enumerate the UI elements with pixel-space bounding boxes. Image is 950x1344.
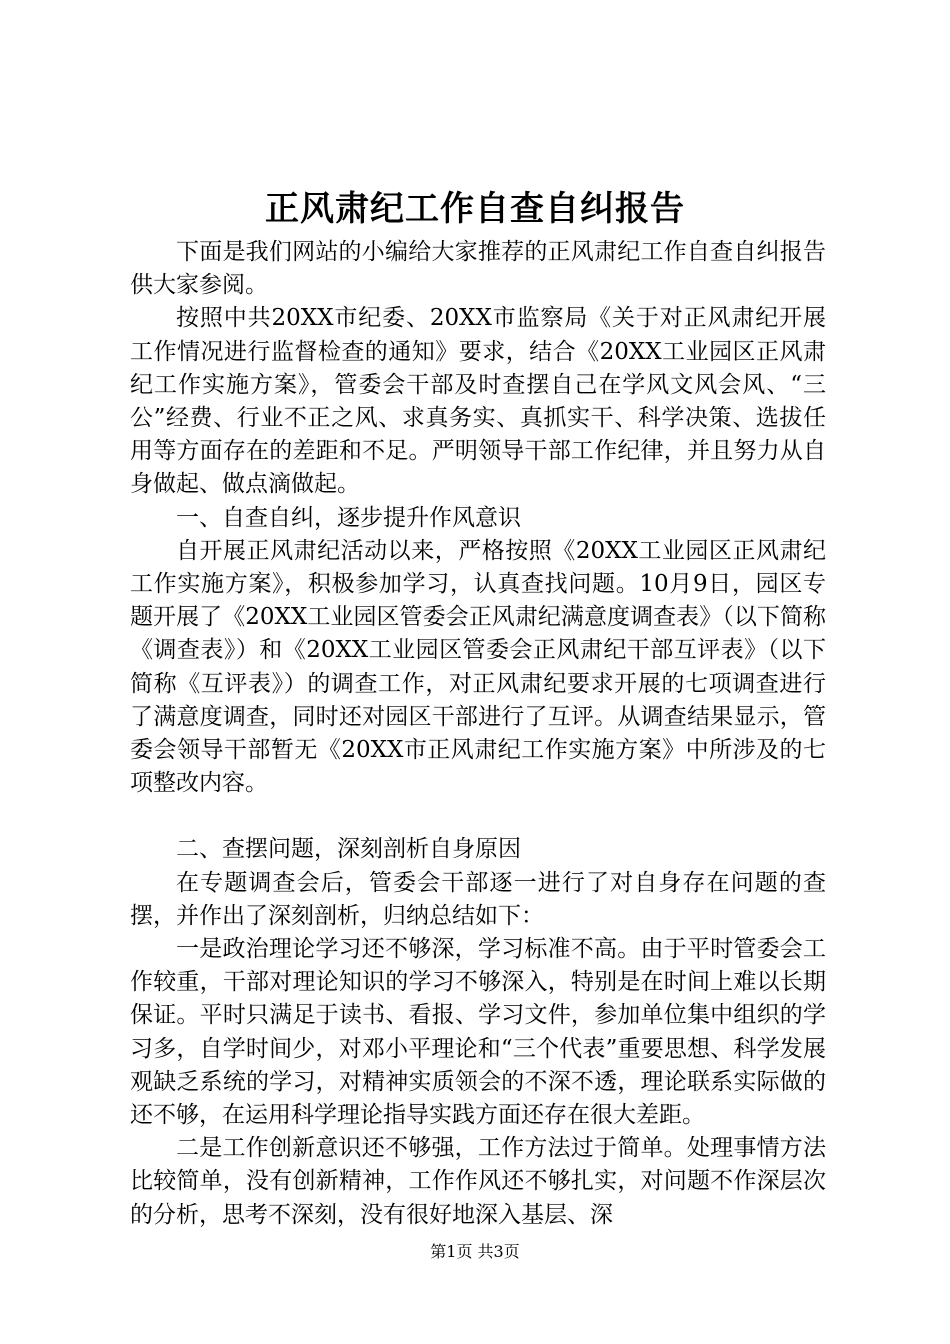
section-1-paragraph: 自开展正风肃纪活动以来，严格按照《20XX工业园区正风肃纪工作实施方案》，积极参加学习，认真查找问题。10月9日，园区专题开展了《20XX工业园区管委会正风肃纪满意度调查表》（以下简称《调查表》）和《20XX工业园区管委会正风肃纪干部互评表》（以下简称《互评表》）的调查工作，对正风肃纪要求开展的七项调查进行了满意度调查，同时还对园区干部进行了互评。从调查结果显示，管委会领导干部暂无《20XX市正风肃纪工作实施方案》中所涉及的七项整改内容。 <box>130 537 826 797</box>
page-title: 正风肃纪工作自查自纠报告 <box>265 189 685 229</box>
background-paragraph: 按照中共20XX市纪委、20XX市监察局《关于对正风肃纪开展工作情况进行监督检查的通知》要求，结合《20XX工业园区正风肃纪工作实施方案》，管委会干部及时查摆自己在学风文风会风、“三公”经费、行业不正之风、求真务实、真抓实干、科学决策、选拔任用等方面存在的差距和不足。严明领导干部工作纪律，并且努力从自身做起、做点滴做起。 <box>130 305 826 498</box>
intro-paragraph: 下面是我们网站的小编给大家推荐的正风肃纪工作自查自纠报告供大家参阅。 <box>130 239 826 299</box>
blank-line <box>130 800 826 833</box>
issue-2-paragraph: 二是工作创新意识还不够强，工作方法过于简单。处理事情方法比较简单，没有创新精神，工作作风还不够扎实，对问题不作深层次的分析，思考不深刻，没有很好地深入基层、深 <box>130 1135 826 1228</box>
section-heading-1: 一、自查自纠，逐步提升作风意识 <box>176 504 521 531</box>
section-heading-2: 二、查摆问题，深刻剖析自身原因 <box>176 836 521 863</box>
issue-1-paragraph: 一是政治理论学习还不够深，学习标准不高。由于平时管委会工作较重，干部对理论知识的学习不够深入，特别是在时间上难以长期保证。平时只满足于读书、看报、学习文件，参加单位集中组织的学习多，自学时间少，对邓小平理论和“三个代表”重要思想、科学发展观缺乏系统的学习，对精神实质领会的不深不透，理论联系实际做的还不够，在运用科学理论指导实践方面还存在很大差距。 <box>130 936 826 1129</box>
page-footer: 第1页 共3页 <box>430 1242 520 1261</box>
document-body <box>130 236 826 1232</box>
section-2-intro-paragraph: 在专题调查会后，管委会干部逐一进行了对自身存在问题的查摆，并作出了深刻剖析，归纳总结如下： <box>130 869 826 929</box>
